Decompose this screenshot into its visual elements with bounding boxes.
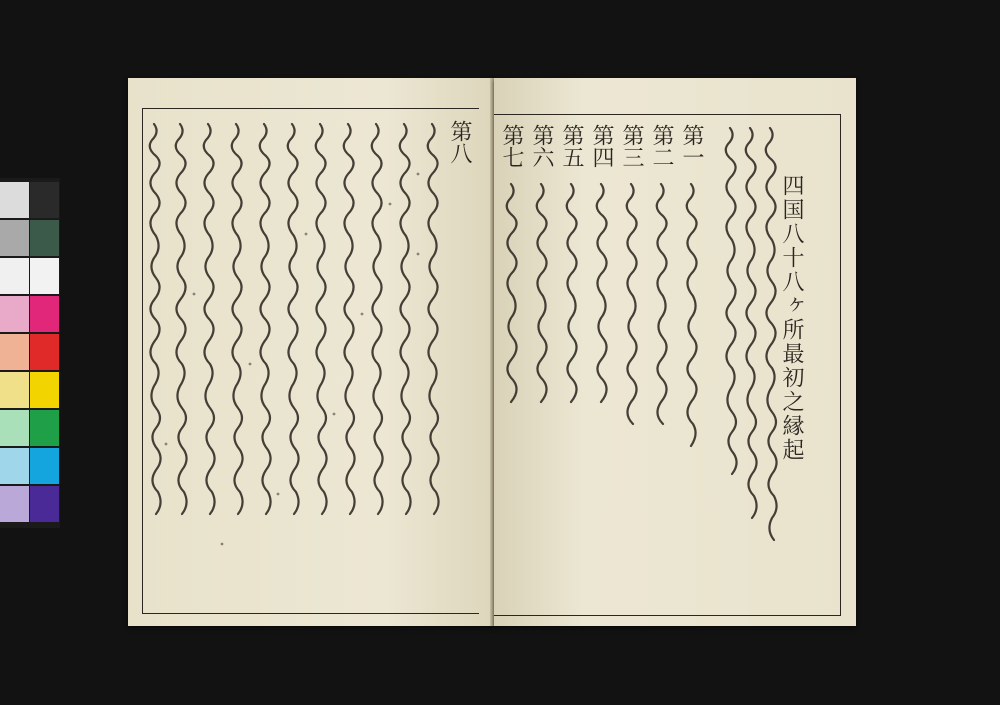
heading-item-4: 第四: [589, 124, 614, 168]
page-title: 四国八十八ヶ所最初之縁起: [779, 174, 804, 462]
heading-item-8: 第八: [447, 120, 472, 164]
heading-item-6: 第六: [529, 124, 554, 168]
left-page-handwritten-text: [142, 114, 478, 610]
open-book: [128, 72, 862, 634]
heading-item-1: 第一: [679, 124, 704, 168]
heading-item-3: 第三: [619, 124, 644, 168]
right-page-intro-text: [722, 122, 782, 612]
temple-entries-text: [494, 178, 714, 518]
heading-item-7: 第七: [499, 124, 524, 168]
heading-item-2: 第二: [649, 124, 674, 168]
color-calibration-chart: [0, 178, 60, 528]
heading-item-5: 第五: [559, 124, 584, 168]
right-page: [494, 78, 856, 626]
left-page: [128, 78, 494, 626]
